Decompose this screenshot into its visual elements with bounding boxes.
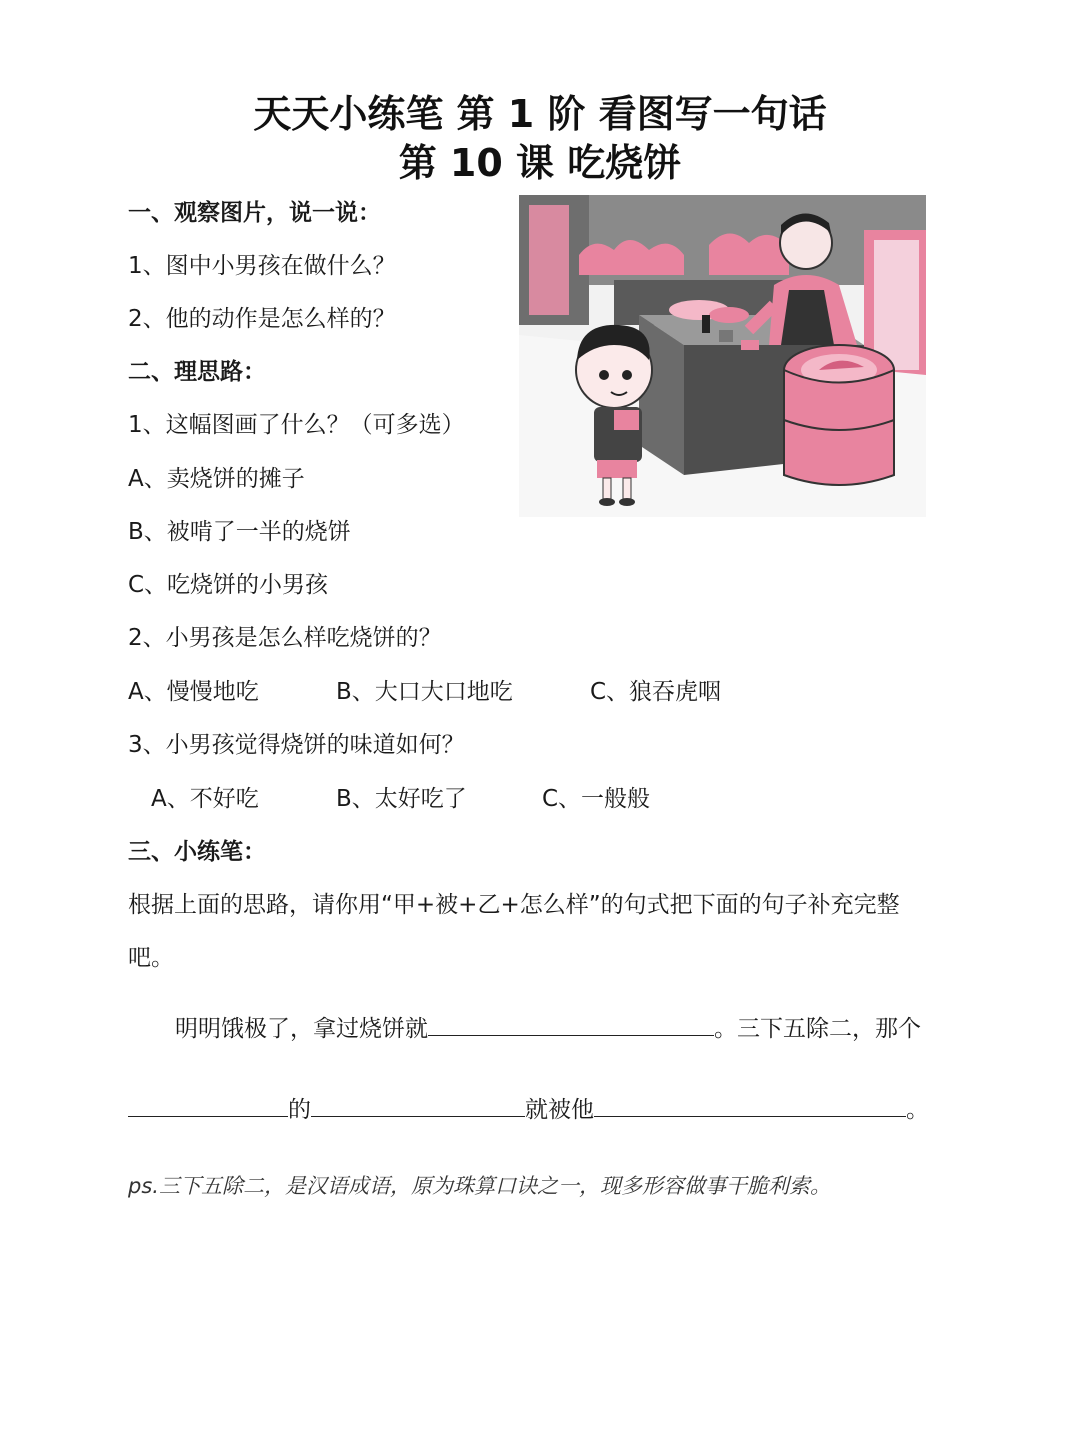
fill-text-3: 的 (288, 1097, 311, 1123)
q3-option-a: A、不好吃 (151, 786, 259, 812)
answer-blank-2[interactable] (128, 1092, 288, 1117)
sauce-bottle (702, 315, 710, 333)
q3-option-c: C、一般般 (542, 786, 651, 812)
q2-option-a: A、慢慢地吃 (128, 679, 259, 705)
boy-shoe-left (599, 498, 615, 506)
dough-ball (709, 307, 749, 323)
section1-question-2: 2、他的动作是怎么样的？ (128, 306, 396, 332)
boy-shaobing (614, 410, 639, 430)
instruction-line-2: 吧。 (128, 945, 174, 971)
q1-option-a: A、卖烧饼的摊子 (128, 466, 305, 492)
fill-text-5: 。 (906, 1097, 929, 1123)
boy-eye-left (599, 370, 609, 380)
boy-leg-right (623, 478, 631, 500)
bowl-2 (741, 340, 759, 350)
boy-leg-left (603, 478, 611, 500)
answer-blank-3[interactable] (311, 1092, 525, 1117)
q1-option-c: C、吃烧饼的小男孩 (128, 572, 329, 598)
lesson-title: 第 10 课 吃烧饼 (398, 141, 682, 185)
barrel-body (784, 370, 894, 485)
section2-question-2: 2、小男孩是怎么样吃烧饼的？ (128, 625, 442, 651)
q2-option-c: C、狼吞虎咽 (590, 679, 722, 705)
boy-eye-right (622, 370, 632, 380)
fill-text-1: 明明饿极了，拿过烧饼就 (175, 1016, 428, 1042)
answer-blank-4[interactable] (594, 1092, 906, 1117)
answer-blank-1[interactable] (428, 1011, 714, 1036)
fill-sentence-line-2 (128, 1092, 929, 1125)
section1-heading: 一、观察图片，说一说： (128, 200, 381, 226)
section2-question-1: 1、这幅图画了什么？（可多选） (128, 412, 465, 438)
section3-heading: 三、小练笔： (128, 839, 266, 865)
instruction-line-1: 根据上面的思路，请你用“甲+被+乙+怎么样”的句式把下面的句子补充完整 (128, 892, 900, 918)
fill-text-2: 。三下五除二，那个 (714, 1016, 921, 1042)
pink-door (529, 205, 569, 315)
q1-option-b: B、被啃了一半的烧饼 (128, 519, 351, 545)
page-title: 天天小练笔 第 1 阶 看图写一句话 (253, 92, 827, 136)
q3-option-b: B、太好吃了 (336, 786, 467, 812)
footnote: ps.三下五除二，是汉语成语，原为珠算口诀之一，现多形容做事干脆利索。 (128, 1174, 831, 1198)
window-glass (874, 240, 919, 370)
fill-sentence-line-1 (175, 1011, 921, 1044)
section2-question-3: 3、小男孩觉得烧饼的味道如何？ (128, 732, 465, 758)
illustration-boy-eating-shaobing (519, 195, 926, 517)
section1-question-1: 1、图中小男孩在做什么？ (128, 253, 396, 279)
section2-heading: 二、理思路： (128, 359, 266, 385)
bowl-1 (719, 330, 733, 342)
fill-text-4: 就被他 (525, 1097, 594, 1123)
q2-option-b: B、大口大口地吃 (336, 679, 513, 705)
boy-shoe-right (619, 498, 635, 506)
boy-shorts (597, 460, 637, 478)
bush-left (579, 240, 684, 275)
